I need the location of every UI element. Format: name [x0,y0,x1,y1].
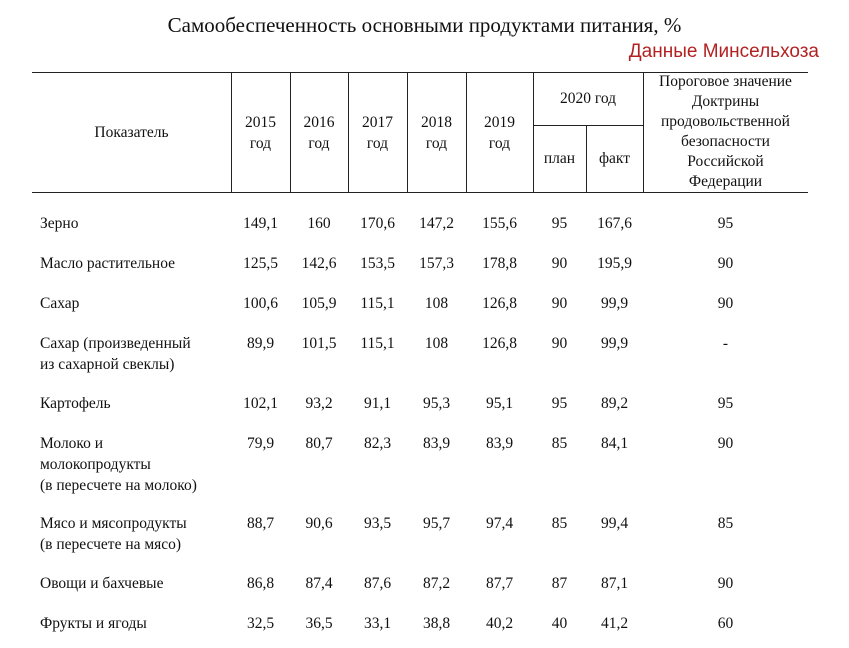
row-label-line: Картофель [40,395,111,412]
header-fact: факт [598,150,631,167]
header-year-2018: 2018 год [421,114,452,152]
header-threshold: Пороговое значение Доктрины продовольственной безопасности Российской Федерации [659,73,792,190]
row-label-line: Молоко и [40,435,104,452]
table-cell: 108 [424,295,449,312]
row-label [40,573,230,594]
table-cell: 41,2 [600,615,629,632]
row-label-line: из сахарной свеклы) [40,356,175,373]
table-cell: 167,6 [597,215,632,232]
table-cell: 99,4 [600,515,629,532]
table-cell: 90 [717,295,734,312]
row-label-line: Овощи и бахчевые [40,575,164,592]
table-cell: 95 [551,215,568,232]
header-year-2017: 2017 год [362,114,393,152]
row-label-line: (в пересчете на мясо) [40,536,182,553]
table-cell: 90 [551,255,568,272]
subheader-rule [533,125,643,126]
table-cell: 99,9 [600,335,629,352]
table-cell: 86,8 [246,575,275,592]
table-cell: 91,1 [363,395,392,412]
table-cell: 153,5 [360,255,395,272]
row-label-line: Сахар (произведенный [40,335,191,352]
row-label-line: Зерно [40,215,79,232]
table-cell: 84,1 [600,435,629,452]
table-cell: 126,8 [482,335,517,352]
row-label [40,213,230,234]
header-year-2016: 2016 год [303,114,335,152]
table-cell: 147,2 [419,215,454,232]
table-cell: 100,6 [243,295,278,312]
row-label [40,293,230,314]
table-cell: 178,8 [482,255,517,272]
table-cell: 85 [551,515,568,532]
table-cell: 90 [717,575,734,592]
table-cell: 102,1 [243,395,278,412]
table-cell: 90,6 [305,515,333,532]
table-cell: 88,7 [246,515,275,532]
table-cell: 95,3 [422,395,451,412]
table-cell: 95,7 [422,515,451,532]
table-cell: 115,1 [360,295,395,312]
row-label [40,513,230,555]
table-cell: 83,9 [422,435,451,452]
table-cell: 95 [717,215,734,232]
table-cell: 85 [717,515,734,532]
row-label [40,393,230,414]
table-cell: 40 [551,615,568,632]
table-cell: 155,6 [482,215,517,232]
table-cell: 97,4 [485,515,514,532]
page-title: Самообеспеченность основными продуктами питания, % [167,13,682,37]
table-cell: 79,9 [246,435,275,452]
header-bottom-rule [32,192,808,193]
table-cell: 60 [717,615,734,632]
table-cell: 170,6 [360,215,395,232]
table-cell: 87 [551,575,568,592]
table-cell: 82,3 [363,435,392,452]
header-year-2019: 2019 год [484,114,515,152]
row-label-line: Мясо и мясопродукты [40,515,187,532]
table-cell: 142,6 [301,255,337,272]
table-cell: 89,9 [246,335,275,352]
table-cell: 115,1 [360,335,395,352]
table-cell: 40,2 [485,615,514,632]
table-cell: 93,2 [305,395,333,412]
header-plan: план [543,150,576,167]
row-label-line: Масло растительное [40,255,176,272]
row-label [40,253,230,274]
table-cell: 105,9 [301,295,337,312]
table-cell: 90 [551,335,568,352]
table-cell: 160 [307,215,331,232]
row-label-line: Сахар [40,295,80,312]
table-cell: 87,4 [305,575,333,592]
row-label [40,433,230,496]
table-cell: 36,5 [305,615,333,632]
table-cell: - [722,335,729,352]
header-year-2020: 2020 год [559,90,617,107]
table-cell: 149,1 [243,215,278,232]
table-cell: 95 [551,395,568,412]
table-cell: 33,1 [363,615,392,632]
table-cell: 85 [551,435,568,452]
table-cell: 38,8 [422,615,451,632]
table-cell: 87,2 [422,575,451,592]
table-cell: 95,1 [485,395,514,412]
table-cell: 157,3 [419,255,454,272]
table-cell: 99,9 [600,295,629,312]
table-cell: 93,5 [363,515,392,532]
source-caption: Данные Минсельхоза [628,41,819,62]
table-cell: 87,7 [485,575,514,592]
table-cell: 80,7 [305,435,333,452]
table-cell: 126,8 [482,295,517,312]
table-cell: 95 [717,395,734,412]
table-cell: 83,9 [485,435,514,452]
table-cell: 90 [717,435,734,452]
header-indicator: Показатель [94,124,169,141]
row-label [40,333,230,375]
table-cell: 89,2 [600,395,629,412]
table-cell: 90 [717,255,734,272]
row-label-line: Фрукты и ягоды [40,615,147,632]
row-label-line: молокопродукты [40,456,151,473]
table-cell: 125,5 [243,255,278,272]
table-cell: 195,9 [597,255,632,272]
table-cell: 101,5 [301,335,337,352]
row-label [40,613,230,634]
table-cell: 32,5 [246,615,275,632]
row-label-line: (в пересчете на молоко) [40,477,197,494]
table-cell: 108 [424,335,449,352]
header-year-2015: 2015 год [245,114,276,152]
table-cell: 87,6 [363,575,392,592]
table-cell: 90 [551,295,568,312]
table-cell: 87,1 [600,575,629,592]
